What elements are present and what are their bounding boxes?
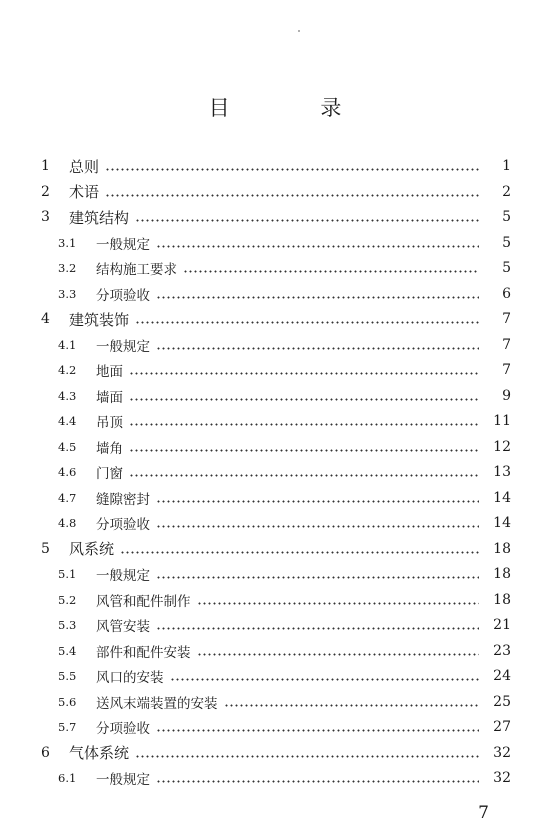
toc-entry-label: 风管安装 [96, 619, 150, 635]
toc-entry-label: 分项验收 [96, 517, 150, 533]
toc-entry-label: 送风末端装置的安装 [96, 695, 218, 712]
toc-entry-number: 5.3 [58, 618, 77, 632]
toc-entry [0, 461, 550, 483]
page-number: 7 [478, 803, 489, 823]
toc-entry [0, 181, 550, 203]
dot-leader [156, 289, 479, 299]
toc-entry-number: 3.1 [58, 235, 77, 250]
toc-entry-label: 一般规定 [96, 772, 150, 788]
toc-entry [0, 767, 550, 789]
dot-leader [156, 340, 479, 350]
toc-entry-label: 结构施工要求 [96, 262, 177, 278]
toc-entry-page: 12 [493, 438, 511, 455]
toc-entry-page: 24 [493, 668, 511, 684]
toc-entry-page: 1 [502, 158, 511, 174]
toc-entry-number: 5.1 [58, 567, 77, 581]
toc-entry [0, 436, 550, 458]
toc-entry [0, 257, 550, 279]
toc-entry-number: 3 [41, 209, 50, 225]
toc-entry-page: 18 [493, 540, 511, 557]
dot-leader [135, 212, 479, 222]
toc-entry-number: 5.6 [58, 694, 77, 709]
toc-entry-number: 4.5 [58, 439, 77, 454]
toc-entry-label: 风系统 [69, 540, 115, 558]
toc-entry-page: 23 [493, 642, 511, 659]
toc-entry-label: 墙角 [96, 440, 123, 457]
toc-entry-page: 25 [493, 693, 511, 710]
scan-speck [298, 30, 300, 32]
dot-leader [129, 391, 479, 401]
toc-entry [0, 691, 550, 713]
toc-entry-page: 11 [493, 413, 511, 429]
toc-entry-page: 9 [502, 387, 511, 404]
toc-entry-page: 6 [502, 285, 511, 302]
toc-entry-page: 7 [502, 311, 511, 327]
dot-leader [129, 467, 479, 477]
toc-entry-page: 14 [493, 489, 511, 506]
toc-entry-label: 一般规定 [96, 338, 150, 355]
toc-entry [0, 716, 550, 738]
toc-entry-page: 2 [502, 183, 511, 200]
dot-leader [105, 161, 479, 171]
toc-entry [0, 512, 550, 534]
toc-entry-page: 18 [493, 566, 511, 582]
dot-leader [135, 314, 479, 324]
toc-entry [0, 563, 550, 585]
dot-leader [135, 748, 479, 758]
dot-leader [156, 493, 479, 503]
page-title: 目 录 [208, 96, 384, 120]
toc-entry-number: 4.6 [58, 465, 77, 479]
toc-entry-label: 风口的安装 [96, 670, 164, 686]
toc-entry-label: 分项验收 [96, 721, 150, 737]
toc-entry-label: 一般规定 [96, 236, 150, 253]
toc-entry-page: 21 [493, 617, 511, 633]
toc-entry-number: 4.8 [58, 516, 77, 530]
toc-entry-number: 5.7 [58, 720, 77, 734]
toc-entry [0, 155, 550, 177]
toc-entry-page: 27 [493, 719, 511, 735]
dot-leader [197, 595, 480, 605]
dot-leader [170, 671, 480, 681]
toc-entry-page: 7 [502, 362, 511, 378]
toc-entry-label: 门窗 [96, 466, 123, 482]
toc-entry-label: 缝隙密封 [96, 491, 150, 508]
toc-entry [0, 334, 550, 356]
toc-entry-label: 分项验收 [96, 287, 150, 304]
toc-entry-number: 3.3 [58, 286, 77, 301]
dot-leader [129, 416, 479, 426]
dot-leader [183, 263, 479, 273]
toc-entry [0, 665, 550, 687]
toc-entry-number: 4 [41, 311, 50, 327]
toc-entry-label: 术语 [69, 183, 100, 201]
dot-leader [197, 646, 480, 656]
toc-entry-page: 13 [493, 464, 511, 480]
toc-entry-label: 风管和配件制作 [96, 593, 191, 610]
toc-entry-label: 建筑装饰 [69, 310, 130, 329]
toc-entry [0, 359, 550, 381]
dot-leader [129, 365, 479, 375]
toc-entry-page: 32 [493, 770, 511, 786]
dot-leader [156, 569, 479, 579]
toc-entry-label: 部件和配件安装 [96, 644, 191, 661]
toc-entry [0, 614, 550, 636]
toc-entry [0, 742, 550, 764]
dot-leader [224, 697, 480, 707]
toc-entry-label: 建筑结构 [69, 208, 130, 227]
toc-entry-number: 5.4 [58, 643, 77, 658]
toc-entry-number: 5.2 [58, 592, 77, 607]
toc-entry-label: 墙面 [96, 389, 123, 406]
toc-entry-page: 32 [493, 744, 511, 761]
toc-entry-label: 总则 [69, 157, 100, 176]
dot-leader [129, 442, 479, 452]
dot-leader [156, 238, 479, 248]
toc-entry [0, 589, 550, 611]
toc-entry-number: 5 [41, 540, 50, 557]
toc-entry [0, 232, 550, 254]
toc-entry-number: 4.3 [58, 388, 77, 403]
dot-leader [156, 722, 479, 732]
toc-entry-number: 6 [41, 744, 50, 761]
dot-leader [120, 544, 479, 554]
toc-entry-page: 5 [502, 234, 511, 251]
toc-entry [0, 308, 550, 330]
toc-entry-page: 5 [502, 209, 511, 225]
toc-entry-number: 5.5 [58, 669, 77, 683]
toc-entry-label: 一般规定 [96, 568, 150, 584]
toc-entry-number: 4.1 [58, 337, 77, 352]
dot-leader [156, 620, 479, 630]
dot-leader [105, 187, 479, 197]
toc-entry [0, 538, 550, 560]
toc-entry-number: 4.4 [58, 414, 77, 428]
dot-leader [156, 518, 479, 528]
toc-entry-page: 18 [493, 591, 511, 608]
toc-entry [0, 206, 550, 228]
toc-entry-page: 7 [502, 336, 511, 353]
toc-entry [0, 385, 550, 407]
toc-entry-page: 5 [502, 260, 511, 276]
toc-entry-number: 3.2 [58, 261, 77, 275]
toc-entry-number: 4.7 [58, 490, 77, 505]
toc-entry-number: 2 [41, 183, 50, 200]
dot-leader [156, 773, 479, 783]
toc-entry [0, 640, 550, 662]
toc-entry [0, 410, 550, 432]
toc-entry [0, 283, 550, 305]
toc-entry-number: 4.2 [58, 363, 77, 377]
toc-entry-label: 气体系统 [69, 744, 130, 762]
toc-entry-number: 6.1 [58, 771, 77, 785]
toc-entry-label: 吊顶 [96, 415, 123, 431]
toc-entry-label: 地面 [96, 364, 123, 380]
toc-entry [0, 487, 550, 509]
toc-entry-number: 1 [41, 158, 50, 174]
toc-entry-page: 14 [493, 515, 511, 531]
